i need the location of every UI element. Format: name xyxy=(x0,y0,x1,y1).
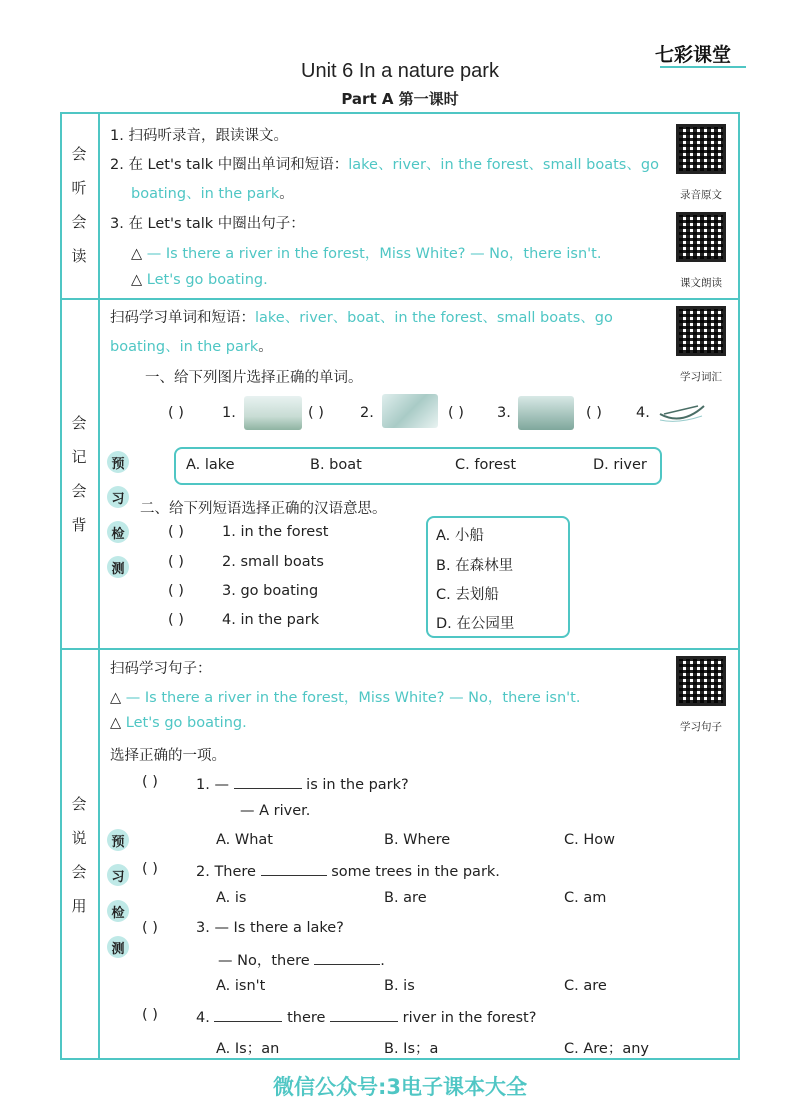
preview-badge: 检 xyxy=(107,900,129,922)
option-c: C. forest xyxy=(455,457,517,473)
river-image xyxy=(382,394,438,428)
question-1-reply: — A river. xyxy=(240,803,311,819)
question-3-reply: — No，there . xyxy=(218,949,385,970)
choice: C. am xyxy=(564,890,607,906)
fill-blank xyxy=(214,1007,282,1022)
preview-badge: 预 xyxy=(107,829,129,851)
pic-number: 3. xyxy=(497,405,511,421)
qr-caption: 学习词汇 xyxy=(680,371,722,383)
listen-line-2: 2. 在 Let's talk 中圈出单词和短语：lake、river、in the forest、small boats、go xyxy=(110,157,659,173)
choice: B. Where xyxy=(384,832,451,848)
fill-blank xyxy=(261,861,327,876)
section-divider xyxy=(60,648,740,650)
answer-paren[interactable]: ( ) xyxy=(168,405,184,421)
listen-sentence-2: △ Let's go boating. xyxy=(131,272,268,288)
section-divider xyxy=(60,298,740,300)
pic-number: 4. xyxy=(636,405,650,421)
choice: B. is xyxy=(384,978,415,994)
meaning-option: C. 去划船 xyxy=(436,587,499,603)
answer-paren[interactable]: ( ) xyxy=(142,1007,158,1023)
answer-paren[interactable]: ( ) xyxy=(168,612,184,628)
answer-paren[interactable]: ( ) xyxy=(168,554,184,570)
qr-caption: 录音原文 xyxy=(680,189,722,201)
choice: C. Are；any xyxy=(564,1041,649,1057)
choice: C. are xyxy=(564,978,607,994)
phrase-item: 1. in the forest xyxy=(222,524,329,540)
part2-title: 二、给下列短语选择正确的汉语意思。 xyxy=(140,501,387,517)
pic-number: 2. xyxy=(360,405,374,421)
preview-badge: 检 xyxy=(107,521,129,543)
choice: C. How xyxy=(564,832,615,848)
listen-line-1: 1. 扫码听录音，跟读课文。 xyxy=(110,128,288,144)
phrase-item: 4. in the park xyxy=(222,612,320,628)
memorize-intro-2: boating、in the park。 xyxy=(110,339,273,355)
choice: B. Is；a xyxy=(384,1041,439,1057)
preview-badge: 测 xyxy=(107,936,129,958)
speak-intro: 扫码学习句子： xyxy=(110,661,212,677)
word-options-box xyxy=(174,447,662,485)
boat-icon xyxy=(658,396,706,428)
fill-blank xyxy=(330,1007,398,1022)
qr-caption: 学习句子 xyxy=(680,721,722,733)
answer-paren[interactable]: ( ) xyxy=(142,920,158,936)
phrase-item: 3. go boating xyxy=(222,583,319,599)
page-subtitle: Part A 第一课时 xyxy=(341,90,459,108)
option-d: D. river xyxy=(593,457,647,473)
question-4: 4. there river in the forest? xyxy=(196,1007,536,1026)
choice: A. Is；an xyxy=(216,1041,280,1057)
meaning-option: D. 在公园里 xyxy=(436,616,515,632)
side-label-speak: 会 说 会 用 xyxy=(71,795,87,915)
preview-badge: 习 xyxy=(107,864,129,886)
question-3: 3. — Is there a lake? xyxy=(196,920,344,936)
answer-paren[interactable]: ( ) xyxy=(308,405,324,421)
fill-blank xyxy=(314,950,380,965)
speak-sentence-1: △ — Is there a river in the forest，Miss White? — No，there isn't. xyxy=(110,690,581,706)
page-title: Unit 6 In a nature park xyxy=(301,60,499,82)
memorize-intro: 扫码学习单词和短语：lake、river、boat、in the forest、small boats、go xyxy=(110,310,613,326)
answer-paren[interactable]: ( ) xyxy=(168,524,184,540)
answer-paren[interactable]: ( ) xyxy=(168,583,184,599)
preview-badge: 预 xyxy=(107,451,129,473)
preview-badge: 测 xyxy=(107,556,129,578)
brand-logo: 七彩课堂 xyxy=(655,44,732,66)
question-1: 1. — is in the park? xyxy=(196,774,409,793)
fill-blank xyxy=(234,774,302,789)
question-2: 2. There some trees in the park. xyxy=(196,861,500,880)
meaning-option: B. 在森林里 xyxy=(436,558,514,574)
answer-paren[interactable]: ( ) xyxy=(142,774,158,790)
answer-paren[interactable]: ( ) xyxy=(142,861,158,877)
side-label-memorize: 会 记 会 背 xyxy=(71,414,87,534)
qr-caption: 课文朗读 xyxy=(680,277,722,289)
choice: A. is xyxy=(216,890,247,906)
pic-number: 1. xyxy=(222,405,236,421)
qr-code-vocab[interactable] xyxy=(676,306,726,356)
phrase-item: 2. small boats xyxy=(222,554,324,570)
part1-title: 一、给下列图片选择正确的单词。 xyxy=(145,370,363,386)
speak-sentence-2: △ Let's go boating. xyxy=(110,715,247,731)
footer-watermark: 微信公众号:3电子课本大全 xyxy=(272,1075,527,1099)
forest-image xyxy=(518,396,574,430)
lake-image xyxy=(244,396,302,430)
option-b: B. boat xyxy=(310,457,362,473)
choice: A. isn't xyxy=(216,978,266,994)
listen-line-3: 3. 在 Let's talk 中圈出句子： xyxy=(110,216,305,232)
option-a: A. lake xyxy=(186,457,235,473)
choice: A. What xyxy=(216,832,273,848)
side-divider xyxy=(98,112,100,1060)
qr-code-audio[interactable] xyxy=(676,124,726,174)
answer-paren[interactable]: ( ) xyxy=(448,405,464,421)
meaning-option: A. 小船 xyxy=(436,528,484,544)
listen-sentence-1: △ — Is there a river in the forest，Miss White? — No，there isn't. xyxy=(131,246,602,262)
preview-badge: 习 xyxy=(107,486,129,508)
choice: B. are xyxy=(384,890,427,906)
listen-line-2b: boating、in the park。 xyxy=(131,186,294,202)
side-label-listen: 会 听 会 读 xyxy=(71,145,87,265)
qr-code-sentences[interactable] xyxy=(676,656,726,706)
answer-paren[interactable]: ( ) xyxy=(586,405,602,421)
speak-instruction: 选择正确的一项。 xyxy=(110,748,226,764)
qr-code-reading[interactable] xyxy=(676,212,726,262)
